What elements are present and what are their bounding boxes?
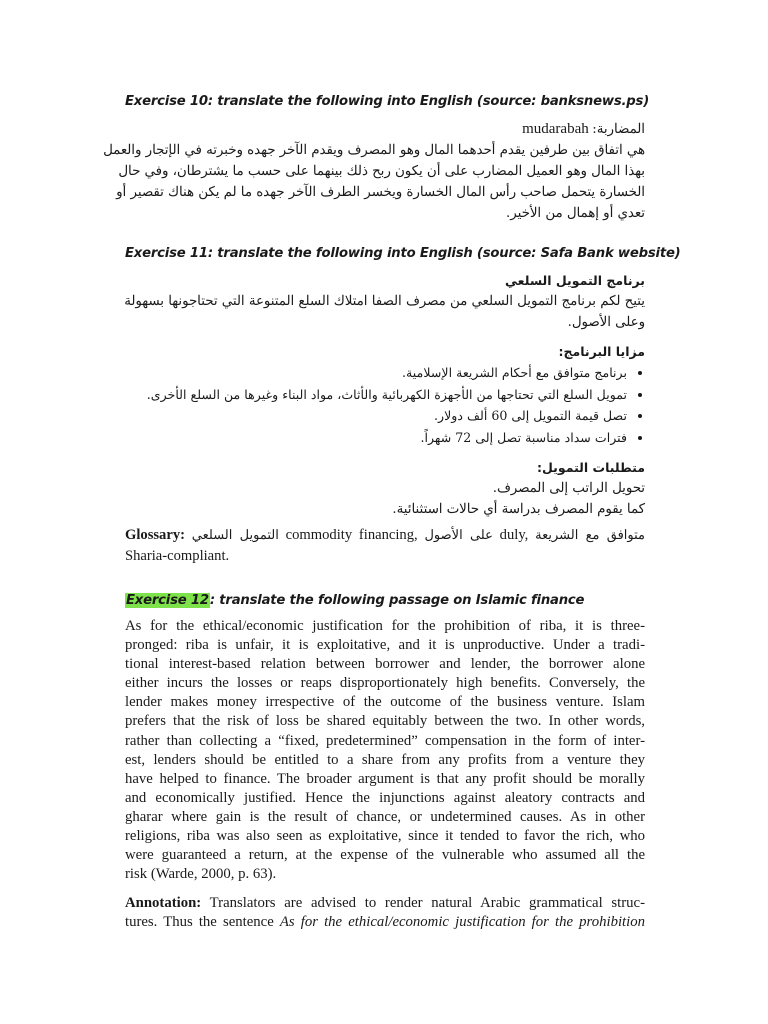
annotation [125, 894, 645, 932]
program-description [125, 291, 645, 333]
glossary-term-en: commodity financing, [285, 527, 418, 543]
passage-line: have helped to finance. The broader argument is that any profit should be morally [125, 770, 645, 787]
ar-text-line: كما يقوم المصرف بدراسة أي حالات استثنائية. [392, 502, 645, 517]
annotation-italic: As for the ethical/economic justification for the prohibition [279, 914, 645, 931]
exercise-12-heading [125, 593, 645, 608]
glossary-label: Glossary: [125, 527, 185, 543]
annotation-text: tures. Thus the sentence [125, 914, 280, 931]
glossary-term-en: duly, [499, 527, 529, 543]
list-item: • تمويل السلع التي تحتاجها من الأجهزة الكهربائية والأثاث، مواد البناء وغيرها من السلع الأخرى. [125, 384, 627, 406]
ar-text-line: يتيح لكم برنامج التمويل السلعي من مصرف الصفا امتلاك السلع المتنوعة التي تحتاجونها بسهولة [124, 294, 645, 309]
passage-line: religions, riba was also seen as exploitative, since it tended to favor the rich, who [125, 828, 645, 845]
glossary [125, 525, 645, 566]
passage-line: tional interest-based relation between borrower and lender, the borrower alone [125, 656, 645, 673]
passage-line: pronged: riba is unfair, it is exploitative, and it is unproductive. Under a tradi- [125, 637, 645, 654]
passage-line: risk (Warde, 2000, p. 63). [125, 866, 277, 883]
passage-line: lender makes money irrespective of the outcome of the business venture. Islam [125, 694, 645, 711]
features-title: مزايا البرنامج: [558, 344, 645, 359]
exercise-11-heading: Exercise 11: translate the following into English (source: Safa Bank website) [125, 246, 681, 261]
mudarabah-term [125, 119, 645, 140]
glossary-term-ar: على الأصول [424, 528, 493, 543]
annotation-label: Annotation: [125, 895, 202, 912]
passage-line: gharar where gain is the result of chance, or undetermined causes. As in other [125, 808, 645, 825]
passage-line: As for the ethical/economic justification for the prohibition of riba, it is three- [125, 618, 645, 634]
ar-text-line: بهذا المال وهو العميل المضارب على أن يكون ربح ذلك بينهما على حسب ما يشترطان، وفي حال [118, 164, 645, 179]
exercise-10-heading: Exercise 10: translate the following into English (source: banksnews.ps) [125, 94, 650, 109]
exercise-10-arabic-text [103, 140, 645, 224]
requirements-list [125, 478, 645, 520]
list-item: • برنامج متوافق مع أحكام الشريعة الإسلامية. [125, 362, 627, 384]
passage-line: prefers that the risk of loss be shared equitably between the two. In other words, [125, 713, 645, 730]
annotation-text: Translators are advised to render natural Arabic grammatical struc- [201, 895, 645, 912]
list-item: • تصل قيمة التمويل إلى 60 ألف دولار. [125, 405, 627, 427]
exercise-12-heading-rest: : translate the following passage on Islamic finance [209, 593, 585, 608]
passage-line: est, lenders should be entitled to a share from any profits from a venture they [125, 751, 645, 768]
requirements-title: متطلبات التمويل: [537, 460, 645, 475]
glossary-term-ar: التمويل السلعي [191, 528, 279, 543]
exercise-12-highlight: Exercise 12 [126, 593, 209, 608]
features-list [125, 362, 645, 448]
ar-text-line: تحويل الراتب إلى المصرف. [492, 481, 645, 496]
term-english: mudarabah [522, 121, 589, 137]
term-arabic: المضاربة: [592, 122, 645, 137]
passage-line: and economically justified. Hence the injunctions against aleatory contracts and [125, 789, 645, 806]
program-title: برنامج التمويل السلعي [505, 273, 645, 288]
ar-text-line: وعلى الأصول. [567, 315, 645, 330]
islamic-finance-passage [125, 617, 645, 884]
page-content [103, 88, 681, 933]
passage-line: were guaranteed a return, at the expense of the vulnerable who assumed all the [125, 847, 645, 864]
glossary-term-en: Sharia-compliant. [125, 548, 230, 564]
ar-text-line: تعدي أو إهمال من الأخير. [506, 206, 645, 221]
ar-text-line: هي اتفاق بين طرفين يقدم أحدهما المال وهو المصرف ويقدم الآخر جهده وخبرته في الإتجار والعمل [103, 143, 645, 158]
passage-line: rather than collecting a “fixed, predetermined” compensation in the form of inter- [125, 732, 645, 749]
passage-line: either incurs the losses or reaps disproportionately high benefits. Conversely, the [125, 675, 645, 692]
glossary-term-ar: متوافق مع الشريعة [535, 528, 646, 543]
list-item: • فترات سداد مناسبة تصل إلى 72 شهراً. [125, 427, 627, 449]
ar-text-line: الخسارة يتحمل صاحب رأس المال الخسارة ويخسر الطرف الآخر جهده ما لم يكن هناك تقصير أو [116, 185, 645, 200]
